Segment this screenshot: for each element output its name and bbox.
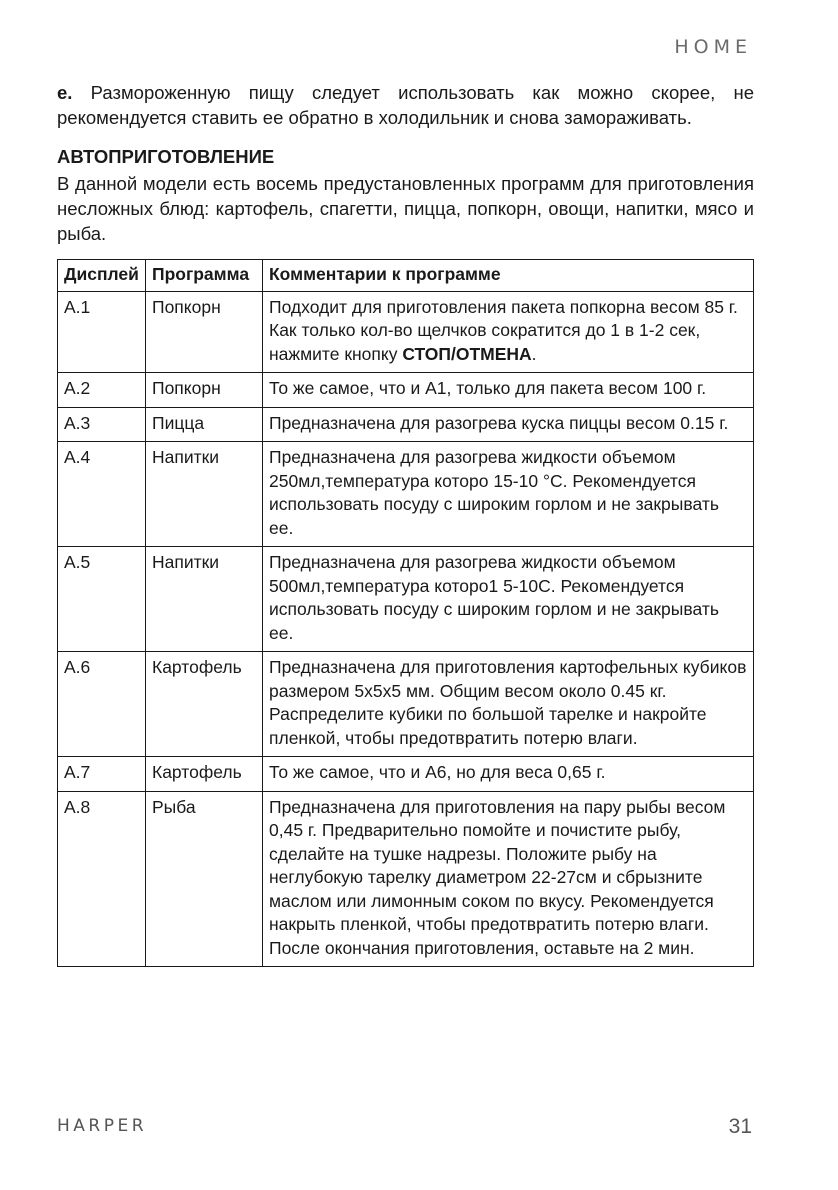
cell-comment: Предназначена для приготовления на пару рыбы весом 0,45 г. Предварительно помойте и почистите рыбу, сделайте на тушке надрезы. Положите рыбу на неглубокую тарелку диаметром 22-27см и сбрызните маслом или лимонным соком по вкусу. Рекомендуется накрыть пленкой, чтобы предотвратить потерю влаги. После окончания приготовления, оставьте на 2 мин. <box>263 791 754 967</box>
page-number: 31 <box>728 1115 752 1138</box>
comment-text: Подходит для приготовления пакета попкорна весом 85 г. Как только кол-во щелчков сократится до 1 в 1-2 сек, нажмите кнопку <box>269 296 738 364</box>
stop-cancel-label: СТОП/ОТМЕНА <box>402 343 532 364</box>
cell-program: Напитки <box>146 547 263 652</box>
cell-comment: Предназначена для разогрева жидкости объемом 500мл,температура которо1 5-10С. Рекомендуется использовать посуду с широким горлом и не закрывать ее. <box>263 547 754 652</box>
cell-display: A.7 <box>58 757 146 792</box>
cell-program: Напитки <box>146 442 263 547</box>
table-row <box>58 791 754 967</box>
table-row <box>58 652 754 757</box>
cell-comment: Предназначена для приготовления картофельных кубиков размером 5х5х5 мм. Общим весом около 0.45 кг. Распределите кубики по большой тарелке и накройте пленкой, чтобы предотвратить потерю влаги. <box>263 652 754 757</box>
cell-display: A.4 <box>58 442 146 547</box>
cell-program: Картофель <box>146 652 263 757</box>
programs-table <box>57 259 754 967</box>
cell-program: Картофель <box>146 757 263 792</box>
harper-logo: HARPER <box>57 1116 148 1136</box>
table-row <box>58 291 754 373</box>
table-row <box>58 757 754 792</box>
cell-comment <box>263 291 754 373</box>
table-row <box>58 373 754 408</box>
cell-display: A.8 <box>58 791 146 967</box>
section-description: В данной модели есть восемь предустановленных программ для приготовления несложных блюд: картофель, спагетти, пицца, попкорн, овощи, напитки, мясо и рыба. <box>57 173 754 244</box>
intro-marker: e. <box>57 82 73 103</box>
comment-end: . <box>531 343 537 364</box>
header-display: Дисплей <box>58 260 146 292</box>
cell-program: Рыба <box>146 791 263 967</box>
section-title: АВТОПРИГОТОВЛЕНИЕ <box>57 146 275 167</box>
intro-paragraph <box>57 80 754 130</box>
table-row <box>58 407 754 442</box>
cell-comment: Предназначена для разогрева куска пиццы весом 0.15 г. <box>263 407 754 442</box>
cell-display: A.1 <box>58 291 146 373</box>
cell-display: A.5 <box>58 547 146 652</box>
header-comment: Комментарии к программе <box>263 260 754 292</box>
cell-comment: То же самое, что и А1, только для пакета весом 100 г. <box>263 373 754 408</box>
cell-display: A.6 <box>58 652 146 757</box>
cell-program: Попкорн <box>146 373 263 408</box>
cell-comment: Предназначена для разогрева жидкости объемом 250мл,температура которо 15-10 °С. Рекомендуется использовать посуду с широким горлом и не закрывать ее. <box>263 442 754 547</box>
table-row <box>58 547 754 652</box>
home-logo: HOME <box>674 36 752 58</box>
header-program: Программа <box>146 260 263 292</box>
cell-program: Пицца <box>146 407 263 442</box>
cell-program: Попкорн <box>146 291 263 373</box>
cell-display: A.3 <box>58 407 146 442</box>
cell-display: A.2 <box>58 373 146 408</box>
table-row <box>58 442 754 547</box>
table-header-row <box>58 260 754 292</box>
page-content <box>57 80 754 967</box>
intro-text: Размороженную пищу следует использовать как можно скорее, не рекомендуется ставить ее обратно в холодильник и снова замораживать. <box>57 82 754 128</box>
cell-comment: То же самое, что и А6, но для веса 0,65 г. <box>263 757 754 792</box>
